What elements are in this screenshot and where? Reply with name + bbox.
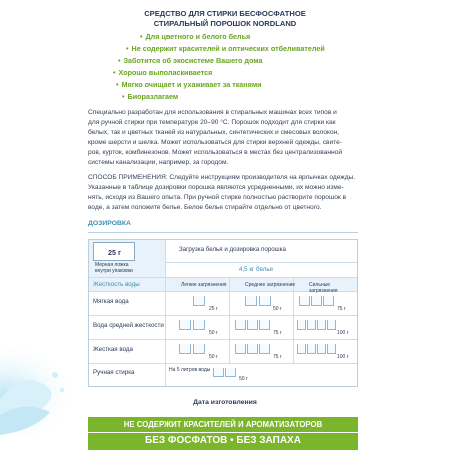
scoop-caption: внутри упаковки bbox=[95, 268, 133, 274]
table-line bbox=[293, 277, 294, 363]
table-line bbox=[89, 315, 357, 316]
no-dyes-banner: НЕ СОДЕРЖИТ КРАСИТЕЛЕЙ И АРОМАТИЗАТОРОВ bbox=[88, 417, 358, 432]
dose-value: 100 г bbox=[337, 354, 349, 360]
feature-item: • Не содержит красителей и оптических отбеливателей bbox=[126, 44, 325, 53]
manufacture-date-label: Дата изготовления bbox=[193, 399, 257, 406]
table-line bbox=[89, 363, 357, 364]
feature-item: • Заботится об экосистеме Вашего дома bbox=[118, 56, 263, 65]
dose-value: 75 г bbox=[273, 354, 282, 360]
row-label-hard: Жесткая вода bbox=[93, 346, 133, 353]
scoop-icon bbox=[299, 296, 310, 306]
feature-item: • Мягко очищает и ухаживает за тканями bbox=[116, 80, 262, 89]
scoop-icon bbox=[317, 320, 326, 330]
scoop-icon bbox=[297, 320, 306, 330]
description-line: для ручной стирки при температуре 20–90 °С. Порошок подходит для стирки как bbox=[88, 119, 336, 126]
description-line: Специально разработан для использования в стиральных машинах всех типов и bbox=[88, 109, 337, 116]
scoop-icon bbox=[307, 320, 316, 330]
feature-item: • Биоразлагаем bbox=[122, 92, 178, 101]
description-line: ров, курток, комбинезонов. Может использоваться в местах без централизованной bbox=[88, 149, 343, 156]
scoop-icon bbox=[259, 296, 271, 306]
load-header: Загрузка белья и дозировка порошка bbox=[179, 246, 286, 253]
table-line bbox=[165, 262, 357, 263]
dosage-divider bbox=[88, 232, 358, 233]
soil-level-heavy: Сильные загрязнения bbox=[309, 282, 338, 294]
dose-value: 50 г bbox=[273, 306, 282, 312]
scoop-icon bbox=[193, 320, 205, 330]
product-title-line-2: СТИРАЛЬНЫЙ ПОРОШОК NORDLAND bbox=[153, 19, 297, 28]
table-line bbox=[89, 339, 357, 340]
row-label-soft: Мягкая вода bbox=[93, 298, 129, 305]
dosage-heading: ДОЗИРОВКА bbox=[88, 220, 131, 227]
usage-line: СПОСОБ ПРИМЕНЕНИЯ: Следуйте инструкциям производителя на ярлычках одежды. bbox=[88, 174, 356, 181]
scoop-icon bbox=[327, 344, 336, 354]
scoop-icon bbox=[327, 320, 336, 330]
scoop-icon bbox=[259, 320, 270, 330]
scoop-icon bbox=[307, 344, 316, 354]
table-line bbox=[229, 277, 230, 363]
dose-value: 75 г bbox=[337, 306, 346, 312]
dose-value: 100 г bbox=[337, 330, 349, 336]
usage-line: нять, исходя из Вашего опыта. При ручной стирке полностью растворите порошок в bbox=[88, 194, 347, 201]
feature-item: • Хорошо выполаскивается bbox=[113, 68, 212, 77]
scoop-badge bbox=[93, 242, 135, 261]
usage-line: Указанные в таблице дозировки порошка являются усредненными, их можно изме- bbox=[88, 184, 344, 191]
soil-level-medium: Среднее загрязнение bbox=[245, 282, 296, 288]
scoop-icon bbox=[235, 344, 246, 354]
scoop-icon bbox=[245, 296, 257, 306]
row-label-hand-wash: Ручная стирка bbox=[93, 369, 135, 376]
table-line bbox=[165, 240, 166, 386]
soil-level-light: Легкие загрязнения bbox=[181, 282, 227, 288]
scoop-caption: Мерная ложка bbox=[95, 262, 129, 268]
scoop-icon bbox=[213, 368, 224, 377]
scoop-value: 25 г bbox=[108, 248, 121, 257]
scoop-icon bbox=[247, 320, 258, 330]
load-kg: 4,5 кг белья bbox=[239, 266, 273, 273]
feature-item: • Для цветного и белого белья bbox=[140, 32, 250, 41]
dose-value: 50 г bbox=[209, 330, 218, 336]
dose-value: 50 г bbox=[239, 376, 248, 382]
usage-line: воде, а затем положите белье. Белое белье стирайте отдельно от цветного. bbox=[88, 204, 322, 211]
scoop-icon bbox=[311, 296, 322, 306]
description-line: белых, так и цветных тканей из натуральных, синтетических и смесовых волокон, bbox=[88, 129, 340, 136]
scoop-icon bbox=[323, 296, 334, 306]
scoop-icon bbox=[247, 344, 258, 354]
scoop-icon bbox=[259, 344, 270, 354]
scoop-icon bbox=[193, 344, 205, 354]
row-label-medium: Вода средней жесткости bbox=[93, 322, 164, 329]
scoop-icon bbox=[225, 368, 236, 377]
table-line bbox=[89, 277, 357, 278]
no-phosphates-banner: БЕЗ ФОСФАТОВ • БЕЗ ЗАПАХА bbox=[88, 433, 358, 450]
dose-value: 50 г bbox=[209, 354, 218, 360]
scoop-icon bbox=[193, 296, 205, 306]
dosage-table bbox=[88, 239, 358, 387]
scoop-icon bbox=[179, 320, 191, 330]
scoop-icon bbox=[235, 320, 246, 330]
description-line: системы канализации, например, за городом. bbox=[88, 159, 229, 166]
dose-value: 75 г bbox=[273, 330, 282, 336]
hardness-header: Жесткость воды bbox=[93, 281, 140, 288]
product-title-line-1: СРЕДСТВО ДЛЯ СТИРКИ БЕСФОСФАТНОЕ bbox=[144, 9, 306, 18]
scoop-icon bbox=[179, 344, 191, 354]
scoop-icon bbox=[317, 344, 326, 354]
scoop-icon bbox=[297, 344, 306, 354]
description-line: кроме шерсти и шелка. Может использоваться для стирки верхней одежды, свите- bbox=[88, 139, 343, 146]
hand-wash-note: На 5 литров воды bbox=[169, 367, 211, 373]
dose-value: 25 г bbox=[209, 306, 218, 312]
